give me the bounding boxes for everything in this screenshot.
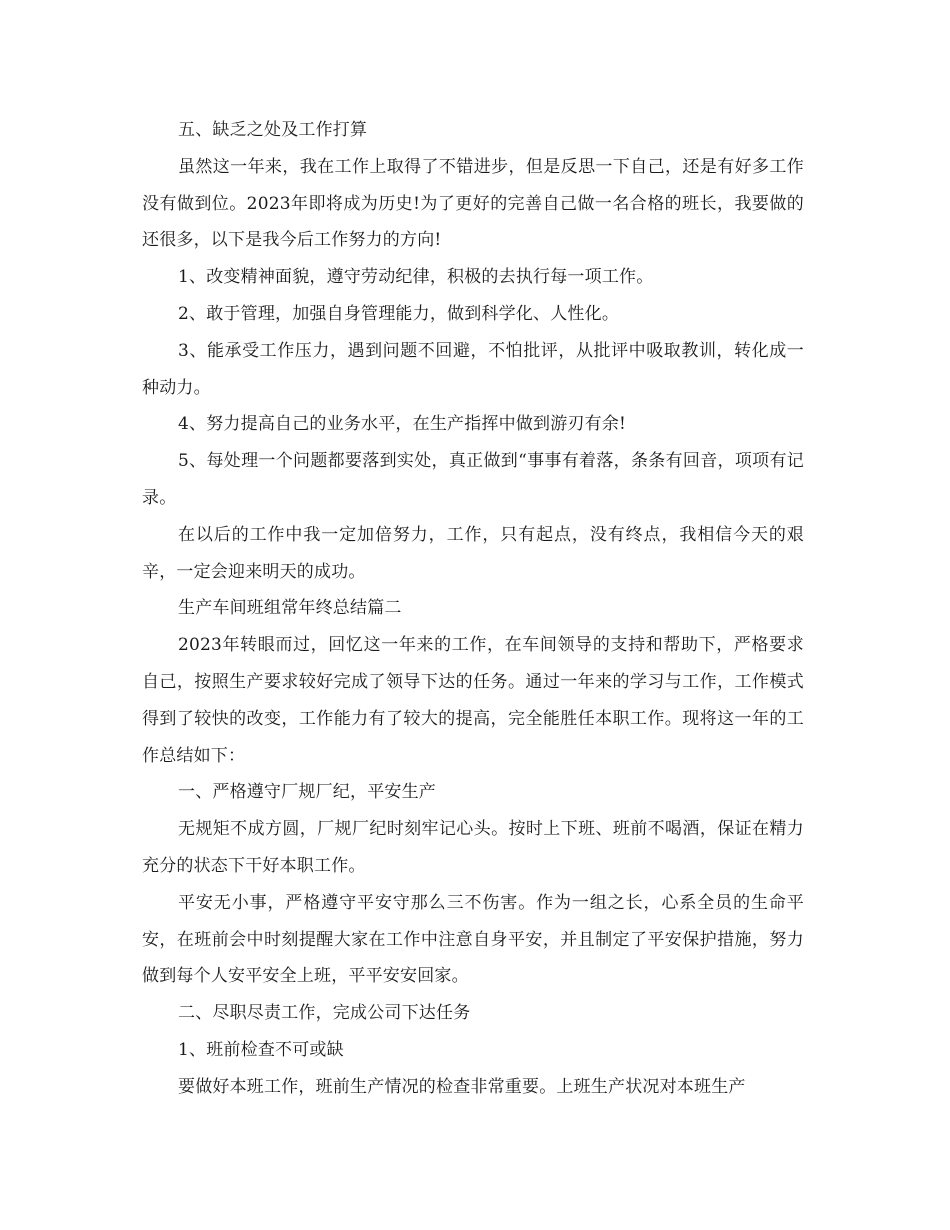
section-heading: 一、严格遵守厂规厂纪，平安生产	[178, 782, 436, 803]
paragraph: 虽然这一年来，我在工作上取得了不错进步，但是反思一下自己，还是有好多工作没有做到位。2023年即将成为历史!为了更好的完善自己做一名合格的班长，我要做的还很多，以下是我今后工作努力的方向!	[142, 156, 804, 251]
list-item: 3、能承受工作压力，遇到问题不回避，不怕批评，从批评中吸取教训，转化成一种动力。	[142, 340, 804, 398]
section-heading: 二、尽职尽责工作，完成公司下达任务	[178, 1003, 471, 1024]
paragraph: 在以后的工作中我一定加倍努力，工作，只有起点，没有终点，我相信今天的艰辛，一定会迎来明天的成功。	[142, 524, 804, 582]
paragraph: 要做好本班工作，班前生产情况的检查非常重要。上班生产状况对本班生产	[178, 1076, 746, 1097]
subsection-heading: 1、班前检查不可或缺	[178, 1039, 344, 1060]
list-item: 1、改变精神面貌，遵守劳动纪律，积极的去执行每一项工作。	[178, 267, 654, 288]
list-item: 4、努力提高自己的业务水平，在生产指挥中做到游刃有余!	[178, 414, 627, 435]
list-item: 2、敢于管理，加强自身管理能力，做到科学化、人性化。	[178, 303, 620, 324]
section-heading: 五、缺乏之处及工作打算	[178, 120, 368, 140]
paragraph: 无规矩不成方圆，厂规厂纪时刻牢记心头。按时上下班、班前不喝酒，保证在精力充分的状态下干好本职工作。	[142, 819, 804, 876]
document-body	[142, 112, 804, 1106]
article-title: 生产车间班组常年终总结篇二	[178, 598, 402, 619]
paragraph: 2023年转眼而过，回忆这一年来的工作，在车间领导的支持和帮助下，严格要求自己，按照生产要求较好完成了领导下达的任务。通过一年来的学习与工作，工作模式得到了较快的改变，工作能力有了较大的提高，完全能胜任本职工作。现将这一年的工作总结如下：	[142, 635, 804, 766]
paragraph: 平安无小事，严格遵守平安守那么三不伤害。作为一组之长，心系全员的生命平安，在班前会中时刻提醒大家在工作中注意自身平安，并且制定了平安保护措施，努力做到每个人安平安全上班，平平安安回家。	[142, 892, 804, 987]
list-item: 5、每处理一个问题都要落到实处，真正做到“事事有着落，条条有回音，项项有记录。	[142, 451, 804, 508]
